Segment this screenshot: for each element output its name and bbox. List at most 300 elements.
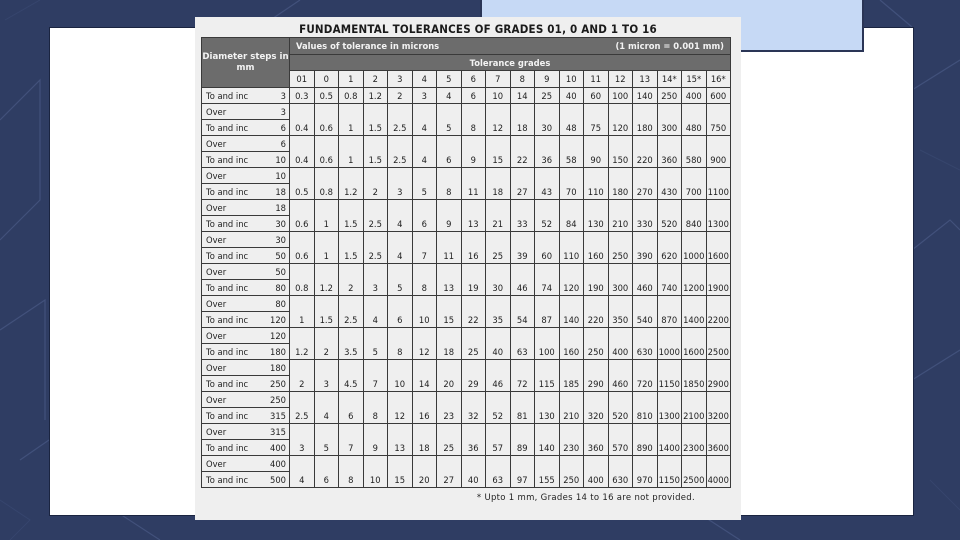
tolerance-value-cell: 1600: [706, 232, 731, 264]
grade-header-cell: 8: [510, 71, 535, 88]
tolerance-value-cell: 4: [412, 104, 437, 136]
diameter-over-value: 120: [270, 330, 286, 341]
tolerance-value-cell: 0.6: [314, 136, 339, 168]
tolerance-value-cell: 740: [657, 264, 682, 296]
tolerance-value-cell: 1: [339, 104, 364, 136]
tolerance-value-cell: 1: [314, 232, 339, 264]
tolerance-value-cell: 0.8: [290, 264, 315, 296]
grade-header-cell: 7: [486, 71, 511, 88]
tolerance-value-cell: 155: [535, 456, 560, 488]
tolerance-value-cell: 52: [486, 392, 511, 424]
tolerance-value-cell: 2: [363, 168, 388, 200]
tolerance-value-cell: 33: [510, 200, 535, 232]
diameter-to-label: To and inc: [206, 250, 249, 261]
tolerance-value-cell: 12: [486, 104, 511, 136]
tolerance-value-cell: 13: [437, 264, 462, 296]
tolerance-value-cell: 52: [535, 200, 560, 232]
tolerance-value-cell: 1300: [706, 200, 731, 232]
tolerance-value-cell: 70: [559, 168, 584, 200]
tolerance-value-cell: 5: [314, 424, 339, 456]
tolerance-value-cell: 160: [559, 328, 584, 360]
tolerance-value-cell: 36: [461, 424, 486, 456]
diameter-to-label: To and inc: [206, 282, 249, 293]
tolerance-value-cell: 1.5: [339, 232, 364, 264]
tolerance-value-cell: 400: [584, 456, 609, 488]
tolerance-value-cell: 1.2: [314, 264, 339, 296]
tolerance-value-cell: 63: [486, 456, 511, 488]
tolerance-value-cell: 160: [584, 232, 609, 264]
tolerance-value-cell: 7: [412, 232, 437, 264]
diameter-over-cell: [202, 328, 290, 344]
tolerance-value-cell: 16: [461, 232, 486, 264]
tolerance-value-cell: 0.5: [290, 168, 315, 200]
diameter-to-cell: [202, 280, 290, 296]
diameter-over-cell: [202, 424, 290, 440]
diameter-to-value: 18: [275, 186, 286, 197]
tolerance-value-cell: 75: [584, 104, 609, 136]
tolerance-value-cell: 130: [584, 200, 609, 232]
diameter-to-value: 500: [270, 474, 286, 485]
tolerance-value-cell: 5: [437, 104, 462, 136]
tolerance-value-cell: 1: [339, 136, 364, 168]
tolerance-value-cell: 6: [339, 392, 364, 424]
tolerance-value-cell: 39: [510, 232, 535, 264]
tolerance-value-cell: 4.5: [339, 360, 364, 392]
tolerance-value-cell: 360: [657, 136, 682, 168]
tolerance-value-cell: 130: [535, 392, 560, 424]
tolerance-value-cell: 1.5: [363, 104, 388, 136]
tolerance-value-cell: 15: [388, 456, 413, 488]
diameter-over-cell: [202, 104, 290, 120]
tolerance-value-cell: 54: [510, 296, 535, 328]
tolerance-value-cell: 100: [535, 328, 560, 360]
tolerance-value-cell: 14: [412, 360, 437, 392]
diameter-over-label: Over: [206, 458, 227, 469]
tolerance-value-cell: 3: [388, 168, 413, 200]
tolerance-value-cell: 25: [437, 424, 462, 456]
tolerance-value-cell: 10: [412, 296, 437, 328]
tolerance-value-cell: 16: [412, 392, 437, 424]
diameter-over-value: 18: [275, 202, 286, 213]
tolerance-value-cell: 3: [314, 360, 339, 392]
tolerance-value-cell: 9: [461, 136, 486, 168]
tolerance-value-cell: 750: [706, 104, 731, 136]
diameter-to-label: To and inc: [206, 218, 249, 229]
tolerance-value-cell: 140: [559, 296, 584, 328]
tolerance-value-cell: 13: [388, 424, 413, 456]
tolerance-value-cell: 10: [363, 456, 388, 488]
tolerance-value-cell: 2: [290, 360, 315, 392]
diameter-over-label: Over: [206, 426, 227, 437]
diameter-over-cell: [202, 456, 290, 472]
diameter-to-cell: [202, 440, 290, 456]
tolerance-value-cell: 1150: [657, 360, 682, 392]
diameter-to-cell: [202, 88, 290, 104]
diameter-over-label: Over: [206, 106, 227, 117]
diameter-over-label: Over: [206, 170, 227, 181]
table-row: [202, 88, 731, 104]
table-row: [202, 136, 731, 152]
tolerance-value-cell: 1.2: [339, 168, 364, 200]
tolerance-value-cell: 3600: [706, 424, 731, 456]
diameter-to-cell: [202, 408, 290, 424]
tolerance-value-cell: 120: [559, 264, 584, 296]
tolerance-value-cell: 2.5: [339, 296, 364, 328]
grade-header-cell: 1: [339, 71, 364, 88]
tolerance-value-cell: 2100: [682, 392, 707, 424]
tolerance-value-cell: 9: [437, 200, 462, 232]
tolerance-value-cell: 320: [584, 392, 609, 424]
tolerance-value-cell: 12: [412, 328, 437, 360]
tolerance-value-cell: 2.5: [363, 200, 388, 232]
tolerance-table-scan: [195, 17, 741, 520]
tolerance-value-cell: 5: [363, 328, 388, 360]
table-title: FUNDAMENTAL TOLERANCES OF GRADES 01, 0 AND 1 TO 16: [299, 22, 657, 36]
diameter-over-label: Over: [206, 266, 227, 277]
tolerance-value-cell: 8: [388, 328, 413, 360]
tolerance-value-cell: 8: [437, 168, 462, 200]
tolerance-value-cell: 210: [608, 200, 633, 232]
tolerance-value-cell: 1000: [682, 232, 707, 264]
tolerance-value-cell: 630: [608, 456, 633, 488]
tolerance-value-cell: 250: [657, 88, 682, 104]
tolerance-value-cell: 290: [584, 360, 609, 392]
diameter-over-cell: [202, 136, 290, 152]
tolerance-value-cell: 6: [461, 88, 486, 104]
diameter-over-cell: [202, 168, 290, 184]
tolerance-value-cell: 18: [486, 168, 511, 200]
tolerance-value-cell: 15: [437, 296, 462, 328]
tolerance-value-cell: 81: [510, 392, 535, 424]
grade-header-cell: 01: [290, 71, 315, 88]
tolerance-value-cell: 0.3: [290, 88, 315, 104]
tolerance-value-cell: 11: [461, 168, 486, 200]
tolerance-value-cell: 6: [412, 200, 437, 232]
tolerance-value-cell: 22: [510, 136, 535, 168]
tolerance-value-cell: 13: [461, 200, 486, 232]
tolerance-value-cell: 630: [633, 328, 658, 360]
tolerance-value-cell: 1: [290, 296, 315, 328]
grade-header-cell: 9: [535, 71, 560, 88]
tolerance-value-cell: 9: [363, 424, 388, 456]
tolerance-value-cell: 390: [633, 232, 658, 264]
diameter-over-value: 80: [275, 298, 286, 309]
diameter-to-label: To and inc: [206, 90, 249, 101]
diameter-to-label: To and inc: [206, 442, 249, 453]
diameter-over-cell: [202, 296, 290, 312]
table-row: [202, 232, 731, 248]
grade-header-cell: 10: [559, 71, 584, 88]
tolerance-value-cell: 4: [388, 200, 413, 232]
tolerance-value-cell: 2: [314, 328, 339, 360]
tolerance-value-cell: 40: [486, 328, 511, 360]
tolerance-value-cell: 3: [412, 88, 437, 104]
tolerance-value-cell: 185: [559, 360, 584, 392]
tolerance-value-cell: 30: [535, 104, 560, 136]
tolerance-value-cell: 230: [559, 424, 584, 456]
diameter-to-label: To and inc: [206, 122, 249, 133]
tolerance-value-cell: 6: [437, 136, 462, 168]
grade-header-cell: 4: [412, 71, 437, 88]
tolerance-value-cell: 89: [510, 424, 535, 456]
tolerance-value-cell: 4000: [706, 456, 731, 488]
tolerance-value-cell: 110: [584, 168, 609, 200]
tolerance-value-cell: 580: [682, 136, 707, 168]
tolerance-value-cell: 140: [633, 88, 658, 104]
tolerance-value-cell: 0.8: [339, 88, 364, 104]
diameter-over-cell: [202, 232, 290, 248]
diameter-over-label: Over: [206, 298, 227, 309]
diameter-to-cell: [202, 152, 290, 168]
tolerance-value-cell: 0.6: [314, 104, 339, 136]
tolerance-value-cell: 1.5: [363, 136, 388, 168]
table-row: [202, 168, 731, 184]
diameter-over-value: 250: [270, 394, 286, 405]
tolerance-value-cell: 8: [461, 104, 486, 136]
tolerance-value-cell: 25: [486, 232, 511, 264]
table-row: [202, 424, 731, 440]
tolerance-value-cell: 6: [388, 296, 413, 328]
tolerance-value-cell: 180: [633, 104, 658, 136]
diameter-to-value: 80: [275, 282, 286, 293]
tolerance-value-cell: 1850: [682, 360, 707, 392]
tolerance-value-cell: 29: [461, 360, 486, 392]
diameter-to-label: To and inc: [206, 154, 249, 165]
tolerance-value-cell: 0.8: [314, 168, 339, 200]
tolerance-value-cell: 140: [535, 424, 560, 456]
tolerance-value-cell: 48: [559, 104, 584, 136]
diameter-over-cell: [202, 200, 290, 216]
tolerance-value-cell: 100: [608, 88, 633, 104]
tolerance-value-cell: 8: [412, 264, 437, 296]
tolerance-value-cell: 1100: [706, 168, 731, 200]
tolerance-value-cell: 150: [608, 136, 633, 168]
diameter-over-label: Over: [206, 330, 227, 341]
tolerance-value-cell: 4: [314, 392, 339, 424]
tolerance-value-cell: 27: [437, 456, 462, 488]
tolerance-value-cell: 1600: [682, 328, 707, 360]
diameter-to-value: 30: [275, 218, 286, 229]
tolerance-value-cell: 180: [608, 168, 633, 200]
diameter-over-value: 180: [270, 362, 286, 373]
tolerance-value-cell: 35: [486, 296, 511, 328]
diameter-over-value: 6: [280, 138, 286, 149]
diameter-over-cell: [202, 392, 290, 408]
micron-note: (1 micron = 0.001 mm): [615, 41, 724, 51]
table-row: [202, 104, 731, 120]
tolerance-value-cell: 250: [559, 456, 584, 488]
tolerance-value-cell: 7: [339, 424, 364, 456]
diameter-to-cell: [202, 312, 290, 328]
tolerance-value-cell: 250: [608, 232, 633, 264]
table-row: [202, 200, 731, 216]
tolerance-value-cell: 74: [535, 264, 560, 296]
table-row: [202, 264, 731, 280]
tolerance-value-cell: 1400: [682, 296, 707, 328]
diameter-over-value: 50: [275, 266, 286, 277]
grade-header-cell: 14*: [657, 71, 682, 88]
tolerance-value-cell: 1.5: [339, 200, 364, 232]
diameter-over-label: Over: [206, 234, 227, 245]
tolerance-value-cell: 90: [584, 136, 609, 168]
tolerance-value-cell: 46: [486, 360, 511, 392]
grade-header-cell: 15*: [682, 71, 707, 88]
tolerance-value-cell: 20: [437, 360, 462, 392]
diameter-to-value: 400: [270, 442, 286, 453]
diameter-to-cell: [202, 248, 290, 264]
tolerance-value-cell: 23: [437, 392, 462, 424]
tolerance-value-cell: 60: [535, 232, 560, 264]
tolerance-value-cell: 2: [388, 88, 413, 104]
diameter-to-value: 6: [280, 122, 286, 133]
tolerance-value-cell: 58: [559, 136, 584, 168]
tolerance-value-cell: 810: [633, 392, 658, 424]
tolerance-value-cell: 63: [510, 328, 535, 360]
diameter-to-label: To and inc: [206, 378, 249, 389]
tolerance-value-cell: 300: [657, 104, 682, 136]
tolerance-value-cell: 1300: [657, 392, 682, 424]
grade-header-cell: 3: [388, 71, 413, 88]
diameter-over-value: 30: [275, 234, 286, 245]
tolerance-value-cell: 2.5: [363, 232, 388, 264]
tolerance-value-cell: 430: [657, 168, 682, 200]
grade-header-cell: 2: [363, 71, 388, 88]
tolerance-value-cell: 520: [657, 200, 682, 232]
tolerance-value-cell: 330: [633, 200, 658, 232]
tolerance-value-cell: 22: [461, 296, 486, 328]
diameter-to-value: 250: [270, 378, 286, 389]
tolerance-value-cell: 8: [363, 392, 388, 424]
tolerance-value-cell: 2500: [706, 328, 731, 360]
diameter-over-label: Over: [206, 138, 227, 149]
tolerance-value-cell: 0.5: [314, 88, 339, 104]
tolerance-value-cell: 4: [290, 456, 315, 488]
tolerance-value-cell: 2.5: [290, 392, 315, 424]
tolerance-value-cell: 480: [682, 104, 707, 136]
tolerance-value-cell: 4: [388, 232, 413, 264]
diameter-to-cell: [202, 344, 290, 360]
tolerance-table-body: [202, 88, 731, 488]
values-header-label: Values of tolerance in microns: [296, 41, 440, 51]
table-row: [202, 392, 731, 408]
tolerance-value-cell: 220: [584, 296, 609, 328]
diameter-steps-header: Diameter steps in mm: [202, 38, 290, 88]
tolerance-value-cell: 20: [412, 456, 437, 488]
tolerance-table: [201, 37, 731, 488]
tolerance-value-cell: 12: [388, 392, 413, 424]
tolerance-value-cell: 30: [486, 264, 511, 296]
tolerance-value-cell: 5: [388, 264, 413, 296]
tolerance-value-cell: 25: [461, 328, 486, 360]
grade-header-cell: 5: [437, 71, 462, 88]
tolerance-value-cell: 600: [706, 88, 731, 104]
diameter-to-value: 315: [270, 410, 286, 421]
tolerance-value-cell: 97: [510, 456, 535, 488]
tolerance-value-cell: 190: [584, 264, 609, 296]
tolerance-value-cell: 360: [584, 424, 609, 456]
tolerance-value-cell: 84: [559, 200, 584, 232]
tolerance-value-cell: 10: [388, 360, 413, 392]
diameter-over-cell: [202, 264, 290, 280]
tolerance-value-cell: 400: [682, 88, 707, 104]
grade-header-cell: 12: [608, 71, 633, 88]
tolerance-value-cell: 25: [535, 88, 560, 104]
table-row: [202, 456, 731, 472]
tolerance-value-cell: 4: [363, 296, 388, 328]
tolerance-value-cell: 1150: [657, 456, 682, 488]
tolerance-value-cell: 43: [535, 168, 560, 200]
tolerance-value-cell: 1000: [657, 328, 682, 360]
tolerance-value-cell: 40: [559, 88, 584, 104]
tolerance-value-cell: 60: [584, 88, 609, 104]
tolerance-value-cell: 2300: [682, 424, 707, 456]
tolerance-value-cell: 4: [412, 136, 437, 168]
tolerance-value-cell: 460: [633, 264, 658, 296]
diameter-to-cell: [202, 472, 290, 488]
tolerance-value-cell: 210: [559, 392, 584, 424]
tolerance-value-cell: 840: [682, 200, 707, 232]
tolerance-value-cell: 18: [412, 424, 437, 456]
tolerance-value-cell: 6: [314, 456, 339, 488]
diameter-to-value: 120: [270, 314, 286, 325]
tolerance-value-cell: 1.5: [314, 296, 339, 328]
tolerance-value-cell: 300: [608, 264, 633, 296]
tolerance-value-cell: 0.6: [290, 232, 315, 264]
diameter-over-value: 315: [270, 426, 286, 437]
diameter-over-value: 400: [270, 458, 286, 469]
diameter-to-cell: [202, 216, 290, 232]
grade-header-cell: 16*: [706, 71, 731, 88]
tolerance-value-cell: 220: [633, 136, 658, 168]
grade-header-cell: 0: [314, 71, 339, 88]
tolerance-value-cell: 2.5: [388, 104, 413, 136]
tolerance-value-cell: 46: [510, 264, 535, 296]
tolerance-value-cell: 5: [412, 168, 437, 200]
tolerance-value-cell: 18: [437, 328, 462, 360]
grade-header-cell: 13: [633, 71, 658, 88]
tolerance-value-cell: 1900: [706, 264, 731, 296]
tolerance-value-cell: 720: [633, 360, 658, 392]
diameter-over-cell: [202, 360, 290, 376]
diameter-over-label: Over: [206, 394, 227, 405]
tolerance-value-cell: 1400: [657, 424, 682, 456]
tolerance-value-cell: 3: [290, 424, 315, 456]
tolerance-value-cell: 120: [608, 104, 633, 136]
tolerance-value-cell: 2: [339, 264, 364, 296]
tolerance-value-cell: 400: [608, 328, 633, 360]
tolerance-value-cell: 620: [657, 232, 682, 264]
tolerance-value-cell: 110: [559, 232, 584, 264]
values-header: [290, 38, 731, 55]
tolerance-value-cell: 3.5: [339, 328, 364, 360]
tolerance-value-cell: 15: [486, 136, 511, 168]
diameter-over-label: Over: [206, 202, 227, 213]
tolerance-grades-header: Tolerance grades: [290, 55, 731, 71]
diameter-to-cell: [202, 120, 290, 136]
diameter-over-label: Over: [206, 362, 227, 373]
tolerance-value-cell: 350: [608, 296, 633, 328]
tolerance-value-cell: 570: [608, 424, 633, 456]
tolerance-value-cell: 1.2: [363, 88, 388, 104]
tolerance-value-cell: 18: [510, 104, 535, 136]
grade-header-cell: 6: [461, 71, 486, 88]
diameter-to-value: 3: [280, 90, 286, 101]
tolerance-value-cell: 0.4: [290, 136, 315, 168]
diameter-to-label: To and inc: [206, 410, 249, 421]
tolerance-value-cell: 7: [363, 360, 388, 392]
tolerance-value-cell: 700: [682, 168, 707, 200]
diameter-to-label: To and inc: [206, 346, 249, 357]
